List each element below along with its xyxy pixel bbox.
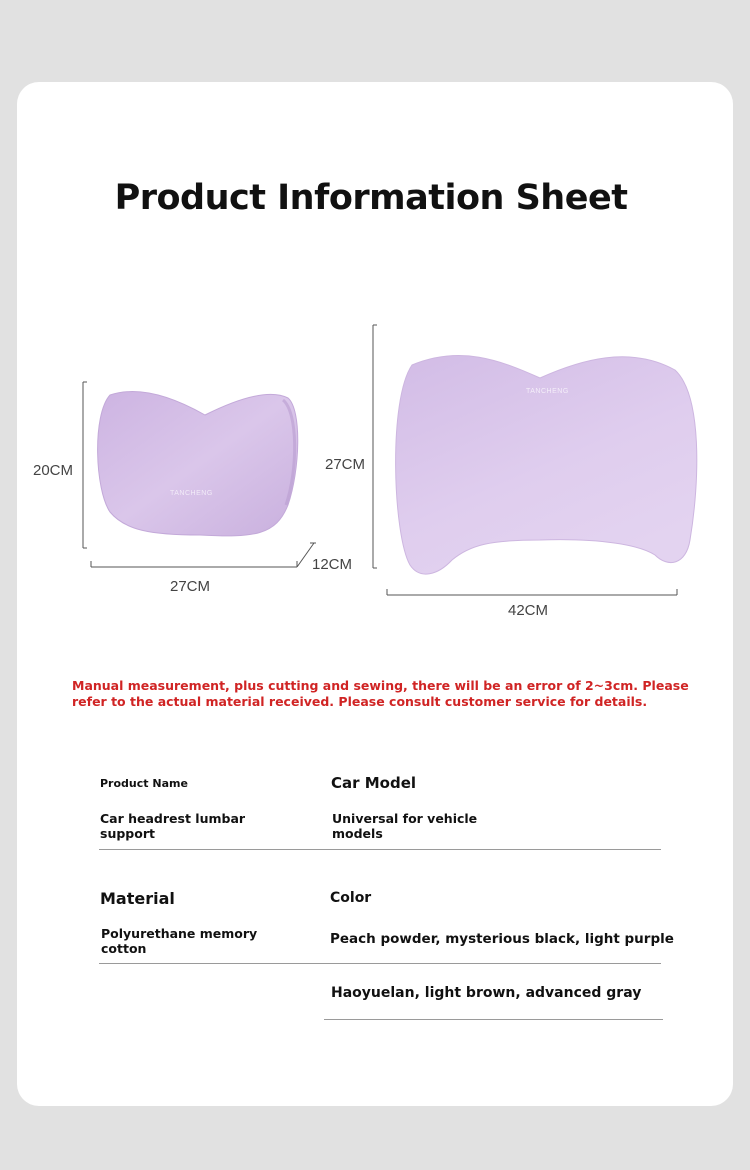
color-value-1: Peach powder, mysterious black, light purple <box>330 931 674 947</box>
material-value: Polyurethane memory cotton <box>101 926 258 956</box>
small-width-label: 27CM <box>170 578 211 595</box>
product-name-label: Product Name <box>100 777 188 790</box>
product-name-value: Car headrest lumbar support <box>100 811 246 841</box>
color-label: Color <box>330 890 372 906</box>
small-brand-label: TANCHENG <box>170 490 213 497</box>
measurement-note: Manual measurement, plus cutting and sewing, there will be an error of 2~3cm. Please refer to the actual material received. Please consult customer service for details. <box>72 678 689 709</box>
small-height-label: 20CM <box>33 462 74 479</box>
row-divider-2 <box>99 963 661 964</box>
material-label: Material <box>100 889 175 908</box>
large-width-label: 42CM <box>508 602 549 619</box>
large-height-label: 27CM <box>325 456 366 473</box>
headrest-pillow-image <box>98 392 298 536</box>
row-divider-1 <box>99 849 661 850</box>
car-model-value: Universal for vehicle models <box>332 811 478 841</box>
small-depth-label: 12CM <box>312 556 353 573</box>
car-model-label: Car Model <box>331 774 417 792</box>
large-brand-label: TANCHENG <box>526 388 569 395</box>
page-title: Product Information Sheet <box>114 178 628 218</box>
color-value-2: Haoyuelan, light brown, advanced gray <box>331 985 642 1001</box>
row-divider-3 <box>324 1019 663 1020</box>
